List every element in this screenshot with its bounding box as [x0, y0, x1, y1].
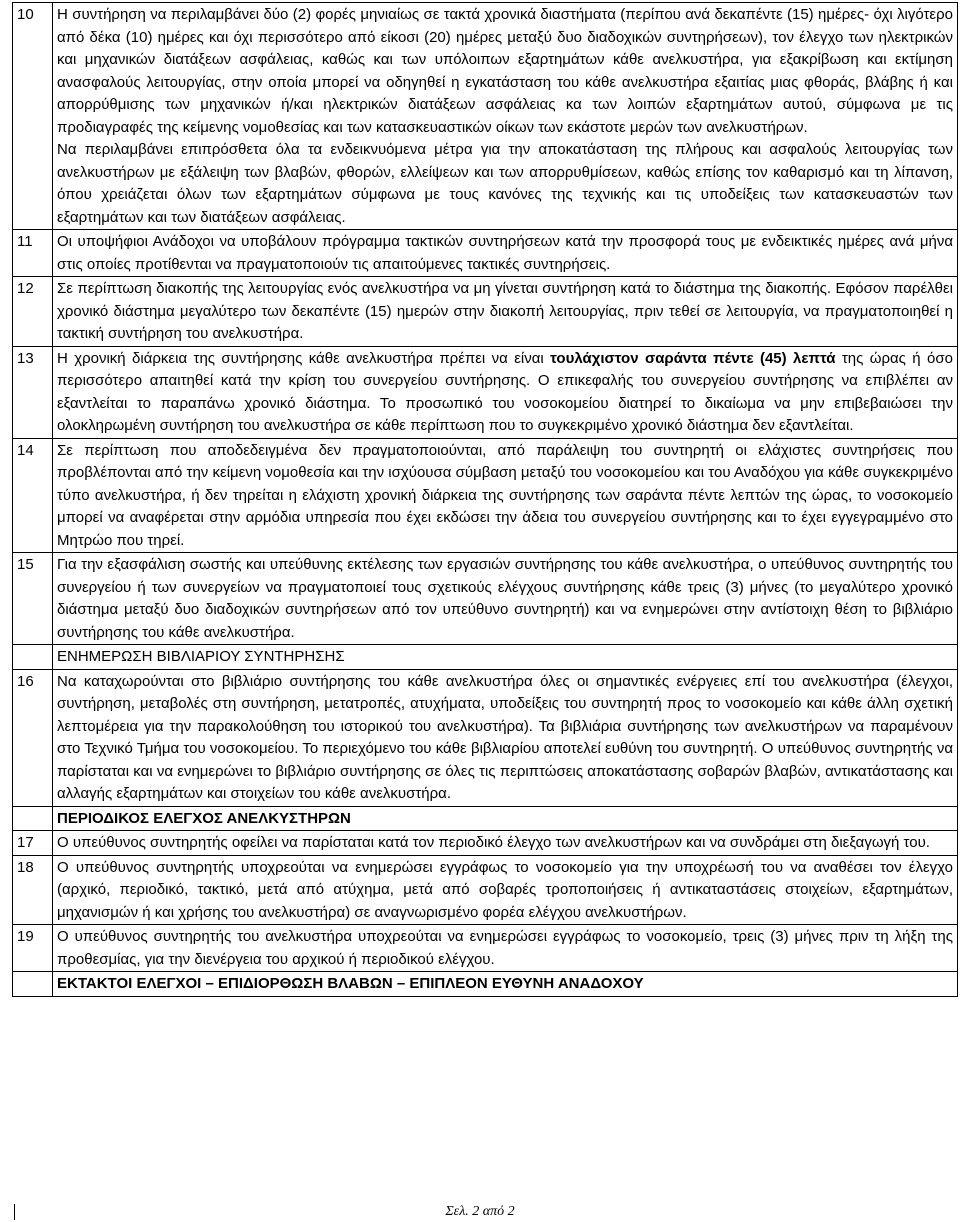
row-number	[13, 972, 53, 997]
row-number: 10	[13, 3, 53, 230]
text-segment: Η χρονική διάρκεια της συντήρησης κάθε ανελκυστήρα πρέπει να είναι	[57, 349, 551, 367]
table-row	[13, 553, 958, 645]
row-number: 12	[13, 277, 53, 347]
row-text: Ο υπεύθυνος συντηρητής υποχρεούται να ενημερώσει εγγράφως το νοσοκομείο για την υποχρέωσή του να αναθέσει τον έλεγχο (αρχικό, περιοδικό, τακτικό, μετά από ατύχημα, μετά από σοβαρές τροποποιήσεις ή αντικαταστάσεις στοιχείων, εξαρτημάτων, μηχανισμών ή και χρήσης του ανελκυστήρα) σε αναγνωρισμένο φορέα ελέγχου ανελκυστήρων.	[53, 855, 958, 925]
section-heading: ΠΕΡΙΟΔΙΚΟΣ ΕΛΕΓΧΟΣ ΑΝΕΛΚΥΣΤΗΡΩΝ	[53, 806, 958, 831]
row-text: Ο υπεύθυνος συντηρητής του ανελκυστήρα υποχρεούται να ενημερώσει εγγράφως το νοσοκομείο, τρεις (3) μήνες πριν τη λήξη της προθεσμίας, για την διενέργεια του αρχικού ή περιοδικού ελέγχου.	[53, 925, 958, 972]
row-text	[53, 346, 958, 438]
row-number: 18	[13, 855, 53, 925]
row-text: Για την εξασφάλιση σωστής και υπεύθυνης εκτέλεσης των εργασιών συντήρησης του κάθε ανελκυστήρα, ο υπεύθυνος συντηρητής του συνεργείου ή των συνεργείων να πραγματοποιεί τους σχετικούς ελέγχους συντήρησης κάθε τρεις (3) μήνες (το μεγαλύτερο χρονικό διάστημα μεταξύ δυο διαδοχικών συντηρήσεων από τον υπεύθυνο συντηρητή) και να ενημερώνει στην αντίστοιχη θέση το βιβλιάριο συντήρησης του κάθε ανελκυστήρα.	[53, 553, 958, 645]
table-row	[13, 855, 958, 925]
row-number: 16	[13, 669, 53, 806]
table-row	[13, 277, 958, 347]
row-number	[13, 645, 53, 670]
table-row	[13, 438, 958, 553]
row-number	[13, 806, 53, 831]
table-row	[13, 230, 958, 277]
row-text: Σε περίπτωση διακοπής της λειτουργίας ενός ανελκυστήρα να μη γίνεται συντήρηση κατά το διάστημα της διακοπής. Εφόσον παρέλθει χρονικό διάστημα μεγαλύτερο των δεκαπέντε (15) ημερών στην διακοπή λειτουργίας, πριν τεθεί σε λειτουργία, να πραγματοποιηθεί η τακτική συντήρηση του ανελκυστήρα.	[53, 277, 958, 347]
text-segment: της ώρας ή όσο περισσότερο απαιτηθεί κατά την κρίση του συνεργείου συντήρησης. Ο επικεφαλής του συνεργείου συντήρησης να επιβλέπει αν εξαντλείται το παραπάνω χρονικό διάστημα. Το προσωπικό του νοσοκομείου διατηρεί το δικαίωμα να μην επιβεβαιώσει την ολοκληρωμένη συντήρηση του ανελκυστήρα σε κάθε περίπτωση που το συγκεκριμένο χρονικό διάστημα δεν εξαντλείται.	[57, 349, 953, 434]
emphasized-duration: τουλάχιστον σαράντα πέντε (45) λεπτά	[550, 349, 836, 367]
table-row	[13, 3, 958, 230]
row-text: Σε περίπτωση που αποδεδειγμένα δεν πραγματοποιούνται, από παράλειψη του συντηρητή οι ελάχιστες συντηρήσεις που προβλέπονται από την κείμενη νομοθεσία και την ισχύουσα σύμβαση μεταξύ του νοσοκομείου και του Αναδόχου για κάθε συγκεκριμένο τύπο ανελκυστήρα, ή δεν τηρείται η ελάχιστη χρονική διάρκεια της συντήρησης των σαράντα πέντε λεπτών της ώρας, το νοσοκομείο μπορεί να αναφέρεται στην αρμόδια υπηρεσία που έχει εκδώσει την άδεια του συνεργείου συντήρησης και το έχει εγγεγραμμένο στο Μητρώο που τηρεί.	[53, 438, 958, 553]
row-number: 11	[13, 230, 53, 277]
section-heading-row	[13, 806, 958, 831]
section-heading: ΕΚΤΑΚΤΟΙ ΕΛΕΓΧΟΙ – ΕΠΙΔΙΟΡΘΩΣΗ ΒΛΑΒΩΝ – ΕΠΙΠΛΕΟΝ ΕΥΘΥΝΗ ΑΝΑΔΟΧΟΥ	[53, 972, 958, 997]
row-number: 13	[13, 346, 53, 438]
specifications-table	[12, 2, 958, 997]
row-number: 14	[13, 438, 53, 553]
row-text: Να καταχωρούνται στο βιβλιάριο συντήρησης του κάθε ανελκυστήρα όλες οι σημαντικές ενέργειες επί του ανελκυστήρα (έλεγχοι, συντήρηση, μεταβολές στη συντήρηση, μετατροπές, ατυχήματα, υποδείξεις του συντηρητή προς το νοσοκομείο και κάθε άλλη σχετική λεπτομέρεια για την παρακολούθηση του ιστορικού του ανελκυστήρα). Τα βιβλιάρια συντήρησης των ανελκυστήρων να παραμένουν στο Τεχνικό Τμήμα του νοσοκομείου. Το περιεχόμενο του κάθε βιβλιαρίου αποτελεί ευθύνη του συντηρητή. Ο υπεύθυνος συντηρητής να παρίσταται και να ενημερώνει το βιβλιάριο συντήρησης σε όλες τις περιπτώσεις αποκατάστασης σοβαρών βλαβών, αντικατάστασης και αλλαγής εξαρτημάτων και στοιχείων του κάθε ανελκυστήρα.	[53, 669, 958, 806]
section-heading: ΕΝΗΜΕΡΩΣΗ ΒΙΒΛΙΑΡΙΟΥ ΣΥΝΤΗΡΗΣΗΣ	[53, 645, 958, 670]
table-row	[13, 831, 958, 856]
table-row	[13, 925, 958, 972]
row-number: 19	[13, 925, 53, 972]
row-text: Οι υποψήφιοι Ανάδοχοι να υποβάλουν πρόγραμμα τακτικών συντηρήσεων κατά την προσφορά τους με ενδεικτικές ημέρες ανά μήνα στις οποίες προτίθενται να πραγματοποιούν τις απαιτούμενες τακτικές συντηρήσεις.	[53, 230, 958, 277]
table-row	[13, 346, 958, 438]
row-text: Ο υπεύθυνος συντηρητής οφείλει να παρίσταται κατά τον περιοδικό έλεγχο των ανελκυστήρων και να συνδράμει στη διεξαγωγή του.	[53, 831, 958, 856]
paragraph: Να περιλαμβάνει επιπρόσθετα όλα τα ενδεικνυόμενα μέτρα για την αποκατάσταση της πλήρους και ασφαλούς λειτουργίας των ανελκυστήρων με εξάλειψη των βλαβών, φθορών, ελλείψεων και των απορρυθμίσεων, καθώς επίσης τον καθαρισμό και τη λίπανση, όπου χρειάζεται όλων των εξαρτημάτων σύμφωνα με τους κανόνες της τεχνικής και τις υποδείξεις των κατασκευαστών των εξαρτημάτων και των διατάξεων ασφάλειας.	[57, 141, 953, 226]
section-heading-row	[13, 972, 958, 997]
paragraph: Η συντήρηση να περιλαμβάνει δύο (2) φορές μηνιαίως σε τακτά χρονικά διαστήματα (περίπου ανά δεκαπέντε (15) ημέρες- όχι λιγότερο από δέκα (10) ημέρες και όχι περισσότερο από είκοσι (20) ημέρες μεταξύ δυο διαδοχικών συντηρήσεων), τον έλεγχο των ηλεκτρικών και μηχανικών διατάξεων ασφάλειας, καθώς και των υπόλοιπων εξαρτημάτων κάθε ανελκυστήρα, για εξακρίβωση και εκτίμηση ανασφαλούς λειτουργίας, στην οποία μπορεί να οδηγηθεί η εγκατάσταση του κάθε ανελκυστήρα εξαιτίας μιας φθοράς, βλάβης ή και απορρύθμισης των μηχανικών ή/και ηλεκτρικών διατάξεων ασφάλειας κα των λοιπών εξαρτημάτων αυτού, σύμφωνα με τις προδιαγραφές της κείμενης νομοθεσίας και των κατασκευαστικών οίκων των εκάστοτε μερών των ανελκυστήρων.	[57, 6, 953, 136]
page-number-footer: Σελ. 2 από 2	[445, 1204, 515, 1219]
table-row	[13, 669, 958, 806]
row-text	[53, 3, 958, 230]
row-number: 17	[13, 831, 53, 856]
section-heading-row	[13, 645, 958, 670]
row-number: 15	[13, 553, 53, 645]
